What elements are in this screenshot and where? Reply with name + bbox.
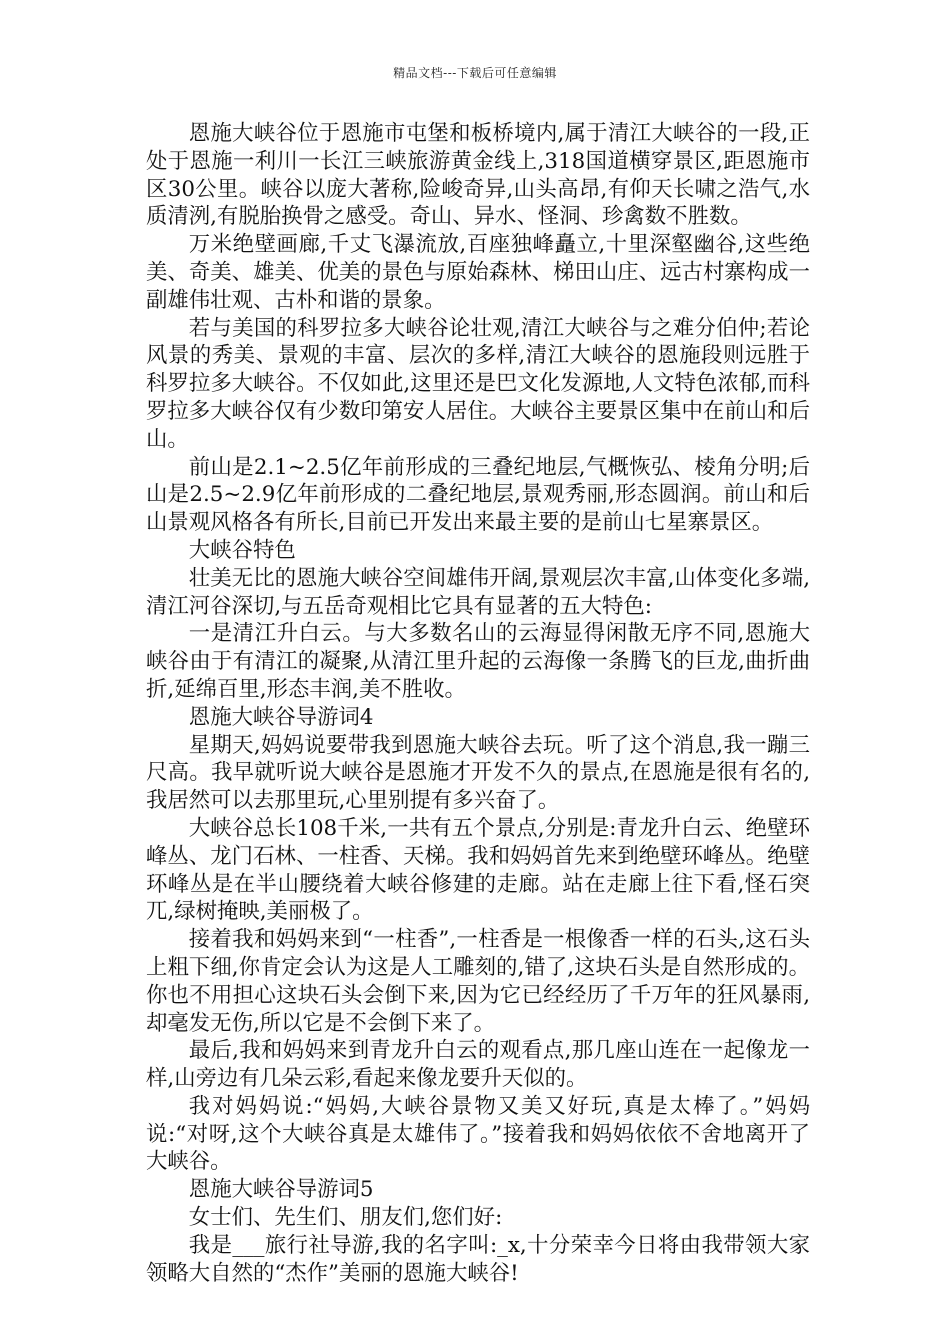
paragraph-intro: 恩施大峡谷位于恩施市屯堡和板桥境内,属于清江大峡谷的一段,正处于恩施一利川一长江三峡旅游黄金线上,318国道横穿景区,距恩施市区30公里。峡谷以庞大著称,险峻奇异,山头高昂,有仰天长啸之浩气,水质清洌,有脱胎换骨之感受。奇山、异水、怪洞、珍禽数不胜数。 [146, 121, 810, 230]
document-body [146, 120, 810, 1287]
paragraph-sunday: 星期天,妈妈说要带我到恩施大峡谷去玩。听了这个消息,我一蹦三尺高。我早就听说大峡谷是恩施才开发不久的景点,在恩施是很有名的,我居然可以去那里玩,心里别提有多兴奋了。 [146, 732, 810, 814]
paragraph-gallery: 万米绝壁画廊,千丈飞瀑流放,百座独峰矗立,十里深壑幽谷,这些绝美、奇美、雄美、优美的景色与原始森林、梯田山庄、远古村寨构成一副雄伟壮观、古朴和谐的景象。 [146, 232, 810, 313]
paragraph-greeting: 女士们、先生们、朋友们,您们好: [188, 1205, 503, 1231]
paragraph-colorado-comparison: 若与美国的科罗拉多大峡谷论壮观,清江大峡谷与之难分伯仲;若论风景的秀美、景观的丰富、层次的多样,清江大峡谷的恩施段则远胜于科罗拉多大峡谷。不仅如此,这里还是巴文化发源地,人文特色浓郁,而科罗拉多大峡谷仅有少数印第安人居住。大峡谷主要景区集中在前山和后山。 [146, 315, 810, 452]
paragraph-strata: 前山是2.1~2.5亿年前形成的三叠纪地层,气概恢弘、棱角分明;后山是2.5~2.9亿年前形成的二叠纪地层,景观秀丽,形态圆润。前山和后山景观风格各有所长,目前已开发出来最主要的是前山七星寨景区。 [146, 454, 810, 536]
section-heading-guide-4: 恩施大峡谷导游词4 [188, 704, 374, 730]
paragraph-dragon-cloud: 最后,我和妈妈来到青龙升白云的观看点,那几座山连在一起像龙一样,山旁边有几朵云彩,看起来像龙要升天似的。 [146, 1038, 810, 1092]
paragraph-incense-pillar: 接着我和妈妈来到“一柱香”,一柱香是一根像香一样的石头,这石头上粗下细,你肯定会认为这是人工雕刻的,错了,这块石头是自然形成的。你也不用担心这块石头会倒下来,因为它已经经历了千万年的狂风暴雨,却毫发无伤,所以它是不会倒下来了。 [146, 927, 810, 1036]
paragraph-guide-intro: 我是___旅行社导游,我的名字叫:_x,十分荣幸今日将由我带领大家领略大自然的“杰作”美丽的恩施大峡谷! [146, 1232, 810, 1286]
section-heading-features: 大峡谷特色 [188, 537, 296, 563]
paragraph-scenic-spots: 大峡谷总长108千米,一共有五个景点,分别是:青龙升白云、绝壁环峰丛、龙门石林、一柱香、天梯。我和妈妈首先来到绝壁环峰丛。绝壁环峰丛是在半山腰绕着大峡谷修建的走廊。站在走廊上往下看,怪石突兀,绿树掩映,美丽极了。 [146, 815, 810, 925]
page-header: 精品文档---下载后可任意编辑 [393, 66, 557, 80]
section-heading-guide-5: 恩施大峡谷导游词5 [188, 1177, 374, 1203]
paragraph-farewell: 我对妈妈说:“妈妈,大峡谷景物又美又好玩,真是太棒了。”妈妈说:“对呀,这个大峡谷真是太雄伟了。”接着我和妈妈依依不舍地离开了大峡谷。 [146, 1093, 810, 1175]
paragraph-features-intro: 壮美无比的恩施大峡谷空间雄伟开阔,景观层次丰富,山体变化多端,清江河谷深切,与五岳奇观相比它具有显著的五大特色: [146, 565, 810, 619]
paragraph-feature-one: 一是清江升白云。与大多数名山的云海显得闲散无序不同,恩施大峡谷由于有清江的凝聚,从清江里升起的云海像一条腾飞的巨龙,曲折曲折,延绵百里,形态丰润,美不胜收。 [146, 621, 810, 702]
